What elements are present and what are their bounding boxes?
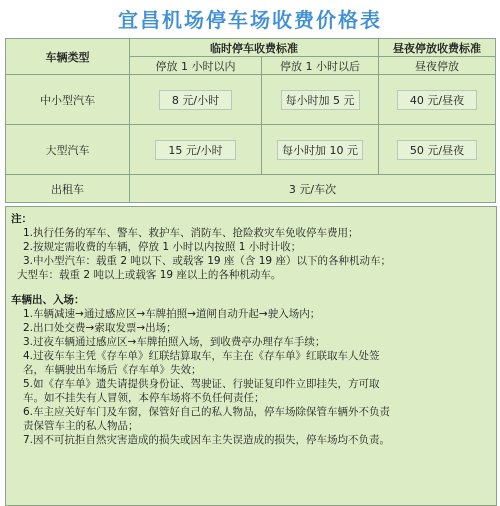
flow-line: 2.出口处交费→索取发票→出场；: [23, 322, 177, 334]
fee-first-hour: 15 元/小时: [130, 125, 262, 175]
flow-line: 责保管车主的私人物品；: [23, 420, 139, 432]
fee-first-hour: 8 元/小时: [130, 75, 262, 125]
fee-overnight: 50 元/昼夜: [379, 125, 496, 175]
vehicle-name: 出租车: [6, 175, 130, 203]
notes-heading: 注：: [11, 213, 32, 225]
flow-line: 车。如不挂失有人冒领，本停车场将不负任何责任；: [23, 392, 265, 404]
header-overnight-parking: 昼夜停放收费标准: [379, 39, 496, 57]
note-line: 3.中小型汽车：载重 2 吨以下、或载客 19 座（含 19 座）以下的各种机动车；: [23, 255, 391, 267]
header-vehicle-type: 车辆类型: [6, 39, 130, 75]
header-temporary-parking: 临时停车收费标准: [130, 39, 379, 57]
table-row: [6, 125, 496, 175]
entry-exit-heading: 车辆出、入场：: [11, 294, 85, 306]
fee-overnight: 40 元/昼夜: [379, 75, 496, 125]
flow-line: 名，车辆驶出车场后《存车单》失效；: [23, 364, 202, 376]
fee-table: [5, 38, 496, 203]
fee-after-hour: 每小时加 10 元: [262, 125, 379, 175]
subheader-first-hour: 停放 1 小时以内: [130, 57, 262, 75]
page-title: 宜昌机场停车场收费价格表: [118, 8, 382, 32]
flow-line: 7.因不可抗拒自然灾害造成的损失或因车主失误造成的损失，停车场均不负责。: [23, 434, 391, 446]
fee-taxi: 3 元/车次: [130, 175, 496, 203]
flow-line: 3.过夜车辆通过感应区→车牌拍照入场，到收费亭办理存车手续；: [23, 336, 326, 348]
flow-line: 5.如《存车单》遗失请提供身份证、驾驶证、行驶证复印件立即挂失，方可取: [23, 378, 380, 390]
fee-after-hour: 每小时加 5 元: [262, 75, 379, 125]
table-row: [6, 175, 496, 203]
note-line: 1.执行任务的军车、警车、救护车、消防车、抢险救灾车免收停车费用；: [23, 227, 359, 239]
vehicle-name: 大型汽车: [6, 125, 130, 175]
subheader-after-hour: 停放 1 小时以后: [262, 57, 379, 75]
flow-line: 4.过夜车车主凭《存车单》红联结算取车，车主在《存车单》红联取车人处签: [23, 350, 380, 362]
vehicle-name: 中小型汽车: [6, 75, 130, 125]
subheader-overnight: 昼夜停放: [379, 57, 496, 75]
flow-line: 1.车辆减速→通过感应区→车牌拍照→道闸自动升起→驶入场内；: [23, 308, 321, 320]
flow-line: 6.车主应关好车门及车窗，保管好自己的私人物品，停车场除保管车辆外不负责: [23, 406, 391, 418]
table-row: [6, 75, 496, 125]
note-line: 2.按规定需收费的车辆，停放 1 小时以内按照 1 小时计收；: [23, 241, 302, 253]
note-line: 大型车：载重 2 吨以上或载客 19 座以上的各种机动车。: [17, 269, 282, 281]
notes-panel: [5, 206, 497, 506]
